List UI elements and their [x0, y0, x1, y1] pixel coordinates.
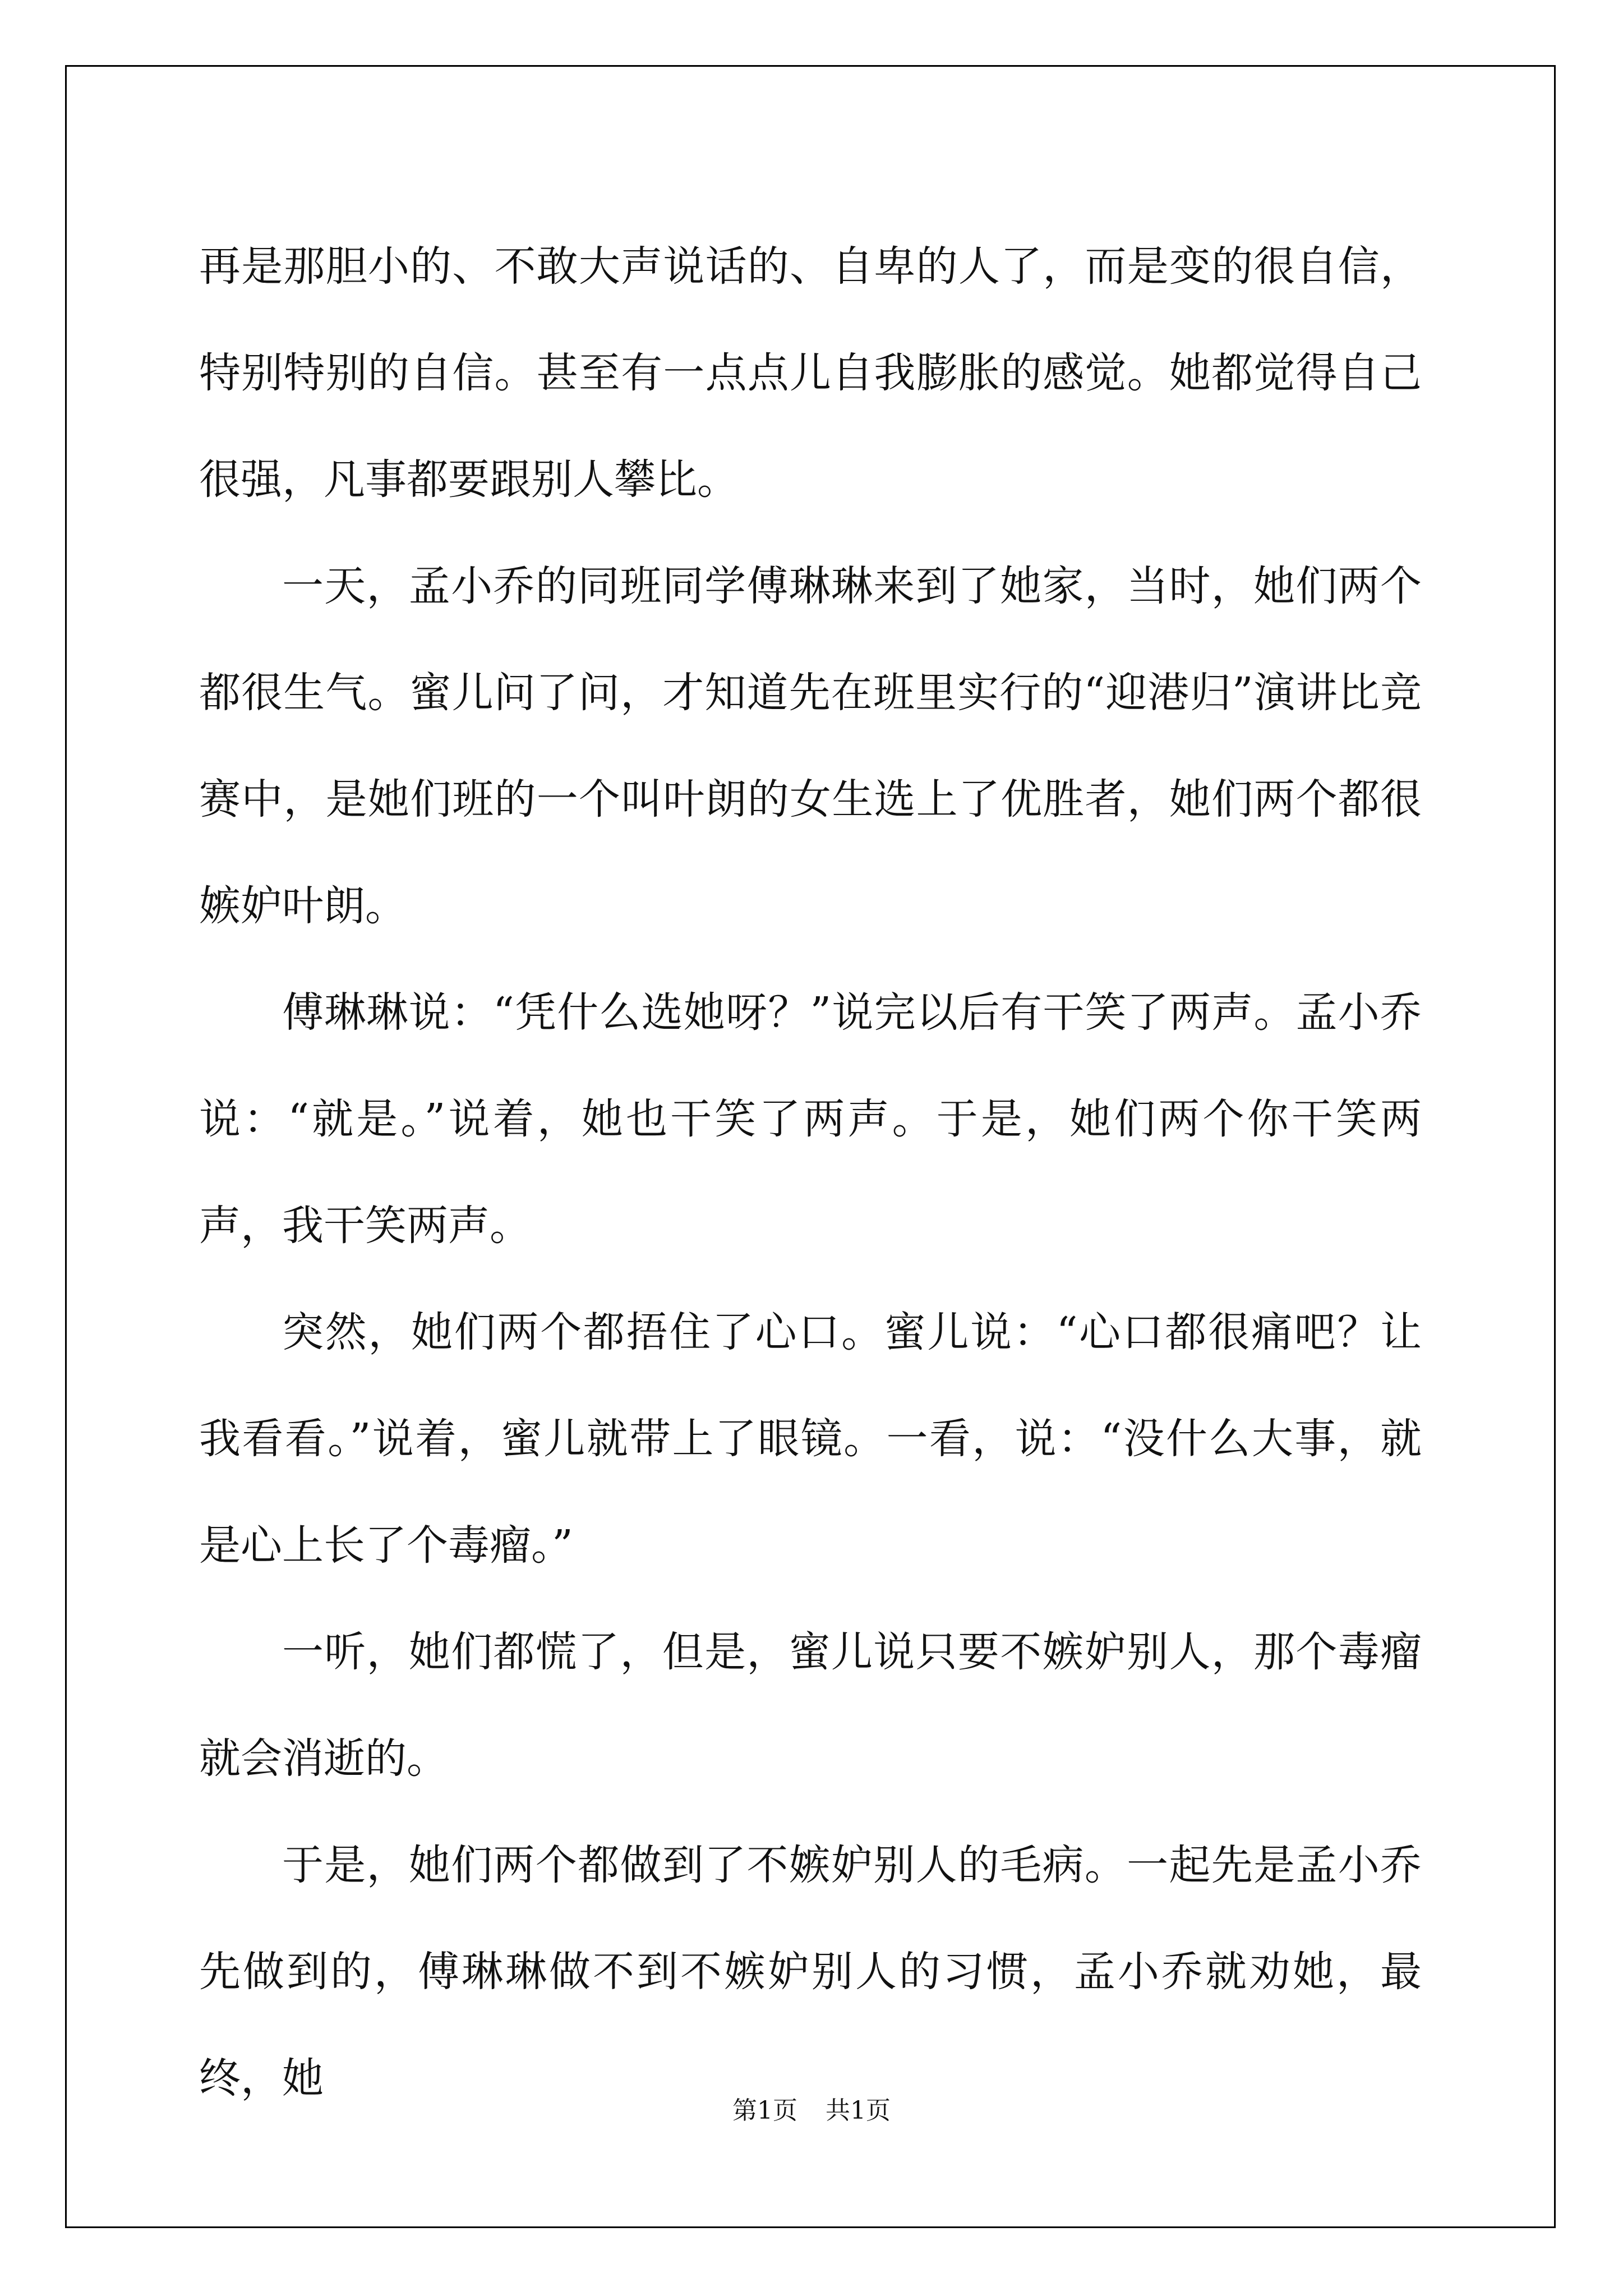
document-body	[199, 213, 1422, 2132]
paragraph-2: 一天，孟小乔的同班同学傅琳琳来到了她家，当时，她们两个都很生气。蜜儿问了问，才知道先在班里实行的“迎港归”演讲比竞赛中，是她们班的一个叫叶朗的女生选上了优胜者，她们两个都很嫉妒叶朗。	[199, 562, 1422, 930]
paragraph-4: 突然，她们两个都捂住了心口。蜜儿说：“心口都很痛吧？让我看看。”说着，蜜儿就带上了眼镜。一看，说：“没什么大事，就是心上长了个毒瘤。”	[199, 1308, 1422, 1570]
paragraph-6: 于是，她们两个都做到了不嫉妒别人的毛病。一起先是孟小乔先做到的，傅琳琳做不到不嫉妒别人的习惯，孟小乔就劝她，最终，她	[199, 1841, 1422, 2102]
paragraph-5: 一听，她们都慌了，但是，蜜儿说只要不嫉妒别人，那个毒瘤就会消逝的。	[199, 1628, 1422, 1783]
paragraph-1: 再是那胆小的、不敢大声说话的、自卑的人了，而是变的很自信，特别特别的自信。甚至有一点点儿自我膨胀的感觉。她都觉得自己很强，凡事都要跟别人攀比。	[199, 242, 1422, 504]
paragraph-3: 傅琳琳说：“凭什么选她呀？”说完以后有干笑了两声。孟小乔说：“就是。”说着，她也干笑了两声。于是，她们两个你干笑两声，我干笑两声。	[199, 988, 1422, 1250]
page-number-current: 第1页	[732, 2096, 797, 2125]
page-number-total: 共1页	[826, 2096, 891, 2125]
page-footer	[0, 2090, 1623, 2126]
